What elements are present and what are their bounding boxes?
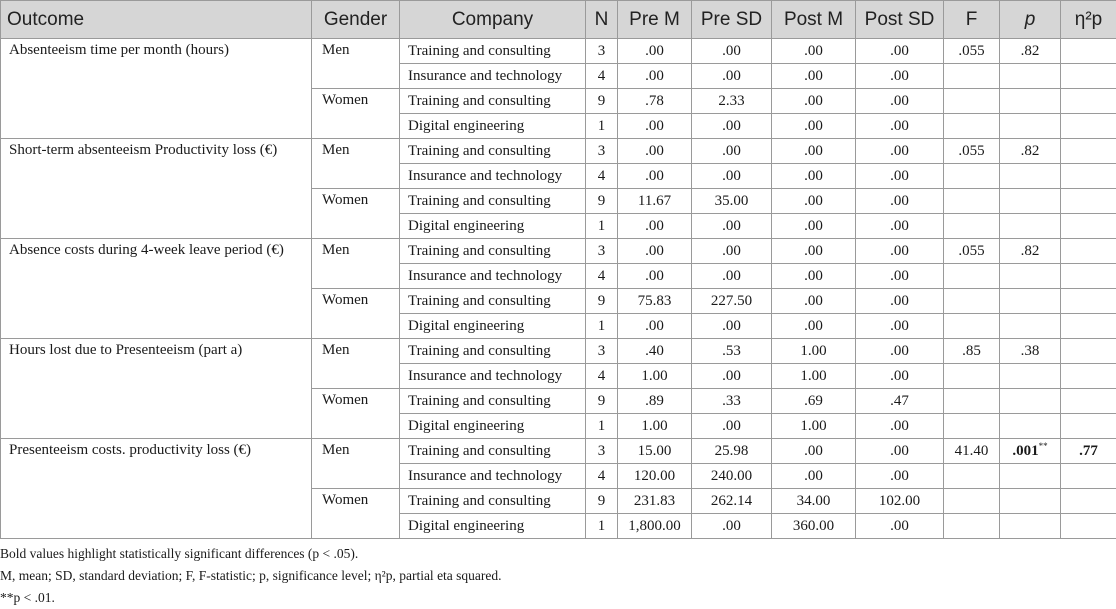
company-cell: Training and consulting [400,489,586,514]
post-m-cell: .00 [772,314,856,339]
gender-cell: Men [312,39,400,89]
company-cell: Training and consulting [400,189,586,214]
eta-cell [1061,489,1116,514]
f-cell [944,89,1000,114]
eta-cell [1061,164,1116,189]
pre-sd-cell: 25.98 [692,439,772,464]
table-notes [0,543,502,609]
f-cell [944,289,1000,314]
pre-sd-cell: .00 [692,139,772,164]
company-cell: Digital engineering [400,114,586,139]
pre-m-cell: .89 [618,389,692,414]
company-cell: Insurance and technology [400,164,586,189]
outcome-cell: Presenteeism costs. productivity loss (€) [1,439,312,539]
eta-cell [1061,339,1116,364]
p-value: .82 [1021,243,1040,259]
post-m-cell: 34.00 [772,489,856,514]
p-cell [1000,489,1061,514]
post-sd-cell: .00 [856,339,944,364]
n-cell: 4 [586,364,618,389]
post-m-cell: .00 [772,239,856,264]
f-cell [944,414,1000,439]
header-gender: Gender [312,1,400,39]
pre-m-cell: 120.00 [618,464,692,489]
f-cell [944,264,1000,289]
p-cell [1000,89,1061,114]
company-cell: Training and consulting [400,89,586,114]
pre-sd-cell: .00 [692,264,772,289]
post-m-cell: .00 [772,39,856,64]
header-row [1,1,1116,39]
company-cell: Digital engineering [400,214,586,239]
post-sd-cell: 102.00 [856,489,944,514]
p-cell [1000,514,1061,539]
post-sd-cell: .00 [856,214,944,239]
n-cell: 3 [586,239,618,264]
pre-m-cell: .00 [618,64,692,89]
header-post-m: Post M [772,1,856,39]
pre-m-cell: 75.83 [618,289,692,314]
post-sd-cell: .00 [856,314,944,339]
f-cell [944,314,1000,339]
pre-m-cell: .00 [618,114,692,139]
gender-cell: Men [312,139,400,189]
eta-cell [1061,289,1116,314]
eta-cell [1061,364,1116,389]
p-value: .38 [1021,343,1040,359]
eta-cell [1061,39,1116,64]
post-sd-cell: .00 [856,439,944,464]
gender-cell: Women [312,189,400,239]
pre-m-cell: 231.83 [618,489,692,514]
post-sd-cell: .00 [856,139,944,164]
post-m-cell: .00 [772,189,856,214]
eta-cell [1061,314,1116,339]
outcome-cell: Hours lost due to Presenteeism (part a) [1,339,312,439]
pre-m-cell: 15.00 [618,439,692,464]
f-cell [944,164,1000,189]
post-sd-cell: .00 [856,164,944,189]
post-sd-cell: .00 [856,89,944,114]
post-sd-cell: .00 [856,414,944,439]
post-sd-cell: .00 [856,289,944,314]
post-sd-cell: .00 [856,39,944,64]
p-cell [1000,464,1061,489]
f-cell [944,389,1000,414]
pre-m-cell: 1.00 [618,414,692,439]
company-cell: Training and consulting [400,289,586,314]
outcome-cell: Absenteeism time per month (hours) [1,39,312,139]
pre-m-cell: .40 [618,339,692,364]
p-cell [1000,389,1061,414]
pre-sd-cell: .00 [692,239,772,264]
post-m-cell: .00 [772,139,856,164]
pre-m-cell: .00 [618,239,692,264]
pre-m-cell: 1,800.00 [618,514,692,539]
f-cell: .055 [944,39,1000,64]
gender-cell: Women [312,489,400,539]
n-cell: 3 [586,439,618,464]
n-cell: 4 [586,464,618,489]
post-m-cell: .00 [772,439,856,464]
table-row [1,339,1116,364]
outcome-cell: Absence costs during 4-week leave period (€) [1,239,312,339]
p-cell [1000,114,1061,139]
f-cell: .055 [944,239,1000,264]
header-f: F [944,1,1000,39]
company-cell: Digital engineering [400,414,586,439]
significance-marker: ** [1039,441,1048,451]
outcome-cell: Short-term absenteeism Productivity loss (€) [1,139,312,239]
post-m-cell: 1.00 [772,339,856,364]
pre-m-cell: .00 [618,264,692,289]
p-value: .82 [1021,143,1040,159]
eta-cell: .77 [1061,439,1116,464]
p-cell [1000,214,1061,239]
gender-cell: Men [312,439,400,489]
post-sd-cell: .00 [856,64,944,89]
header-post-sd: Post SD [856,1,944,39]
post-sd-cell: .00 [856,514,944,539]
company-cell: Training and consulting [400,389,586,414]
gender-cell: Women [312,89,400,139]
n-cell: 1 [586,414,618,439]
n-cell: 4 [586,64,618,89]
post-m-cell: .00 [772,289,856,314]
pre-sd-cell: 227.50 [692,289,772,314]
company-cell: Training and consulting [400,139,586,164]
pre-m-cell: 11.67 [618,189,692,214]
company-cell: Insurance and technology [400,364,586,389]
post-m-cell: .00 [772,264,856,289]
company-cell: Training and consulting [400,439,586,464]
pre-m-cell: 1.00 [618,364,692,389]
header-eta: η²p [1061,1,1116,39]
post-m-cell: .00 [772,164,856,189]
n-cell: 3 [586,339,618,364]
pre-sd-cell: 35.00 [692,189,772,214]
company-cell: Digital engineering [400,514,586,539]
n-cell: 1 [586,114,618,139]
post-sd-cell: .00 [856,189,944,214]
eta-cell [1061,389,1116,414]
p-cell [1000,64,1061,89]
eta-cell [1061,464,1116,489]
header-pre-sd: Pre SD [692,1,772,39]
post-m-cell: 1.00 [772,364,856,389]
eta-cell [1061,64,1116,89]
header-p: p [1000,1,1061,39]
eta-cell [1061,214,1116,239]
pre-sd-cell: .00 [692,164,772,189]
p-cell [1000,439,1061,464]
n-cell: 1 [586,214,618,239]
gender-cell: Women [312,389,400,439]
post-sd-cell: .00 [856,364,944,389]
n-cell: 4 [586,264,618,289]
post-m-cell: 360.00 [772,514,856,539]
post-m-cell: .00 [772,214,856,239]
pre-sd-cell: .00 [692,364,772,389]
p-cell [1000,339,1061,364]
f-cell: .055 [944,139,1000,164]
n-cell: 9 [586,189,618,214]
pre-m-cell: .00 [618,39,692,64]
pre-sd-cell: .00 [692,114,772,139]
f-cell [944,189,1000,214]
f-cell [944,214,1000,239]
pre-m-cell: .00 [618,139,692,164]
note-significance: **p < .01. [0,587,502,609]
p-cell [1000,364,1061,389]
header-n: N [586,1,618,39]
company-cell: Training and consulting [400,39,586,64]
pre-sd-cell: .00 [692,314,772,339]
post-m-cell: .00 [772,89,856,114]
n-cell: 9 [586,89,618,114]
pre-sd-cell: 2.33 [692,89,772,114]
p-cell [1000,264,1061,289]
p-value: .001 [1012,443,1038,459]
pre-sd-cell: 262.14 [692,489,772,514]
p-cell [1000,239,1061,264]
post-m-cell: .69 [772,389,856,414]
f-cell [944,514,1000,539]
post-m-cell: .00 [772,114,856,139]
n-cell: 1 [586,314,618,339]
post-sd-cell: .00 [856,264,944,289]
f-cell [944,489,1000,514]
company-cell: Insurance and technology [400,464,586,489]
eta-cell [1061,114,1116,139]
n-cell: 3 [586,139,618,164]
note-abbreviations: M, mean; SD, standard deviation; F, F-statistic; p, significance level; η²p, partial eta squared. [0,565,502,587]
pre-sd-cell: .00 [692,514,772,539]
p-cell [1000,189,1061,214]
pre-m-cell: .00 [618,214,692,239]
f-cell [944,114,1000,139]
n-cell: 1 [586,514,618,539]
p-cell [1000,39,1061,64]
post-m-cell: .00 [772,464,856,489]
post-m-cell: 1.00 [772,414,856,439]
f-cell: .85 [944,339,1000,364]
n-cell: 3 [586,39,618,64]
p-value: .82 [1021,43,1040,59]
post-sd-cell: .00 [856,464,944,489]
gender-cell: Men [312,339,400,389]
eta-cell [1061,414,1116,439]
pre-m-cell: .00 [618,164,692,189]
table-row [1,239,1116,264]
company-cell: Insurance and technology [400,264,586,289]
f-cell [944,364,1000,389]
eta-cell [1061,239,1116,264]
post-m-cell: .00 [772,64,856,89]
pre-sd-cell: .00 [692,64,772,89]
eta-cell [1061,189,1116,214]
pre-sd-cell: .33 [692,389,772,414]
gender-cell: Women [312,289,400,339]
table-body [1,39,1116,539]
p-cell [1000,139,1061,164]
pre-sd-cell: 240.00 [692,464,772,489]
f-cell: 41.40 [944,439,1000,464]
table-row [1,439,1116,464]
p-cell [1000,414,1061,439]
eta-cell [1061,89,1116,114]
company-cell: Training and consulting [400,239,586,264]
p-cell [1000,314,1061,339]
gender-cell: Men [312,239,400,289]
eta-cell [1061,139,1116,164]
p-cell [1000,164,1061,189]
f-cell [944,464,1000,489]
eta-cell [1061,514,1116,539]
pre-sd-cell: .53 [692,339,772,364]
post-sd-cell: .00 [856,114,944,139]
n-cell: 9 [586,389,618,414]
post-sd-cell: .00 [856,239,944,264]
company-cell: Training and consulting [400,339,586,364]
p-cell [1000,289,1061,314]
eta-cell [1061,264,1116,289]
post-sd-cell: .47 [856,389,944,414]
header-company: Company [400,1,586,39]
f-cell [944,64,1000,89]
note-bold: Bold values highlight statistically significant differences (p < .05). [0,543,502,565]
n-cell: 9 [586,289,618,314]
header-outcome: Outcome [1,1,312,39]
company-cell: Insurance and technology [400,64,586,89]
table-row [1,39,1116,64]
pre-sd-cell: .00 [692,39,772,64]
n-cell: 4 [586,164,618,189]
pre-sd-cell: .00 [692,414,772,439]
n-cell: 9 [586,489,618,514]
company-cell: Digital engineering [400,314,586,339]
pre-m-cell: .00 [618,314,692,339]
pre-m-cell: .78 [618,89,692,114]
table-row [1,139,1116,164]
header-pre-m: Pre M [618,1,692,39]
pre-sd-cell: .00 [692,214,772,239]
